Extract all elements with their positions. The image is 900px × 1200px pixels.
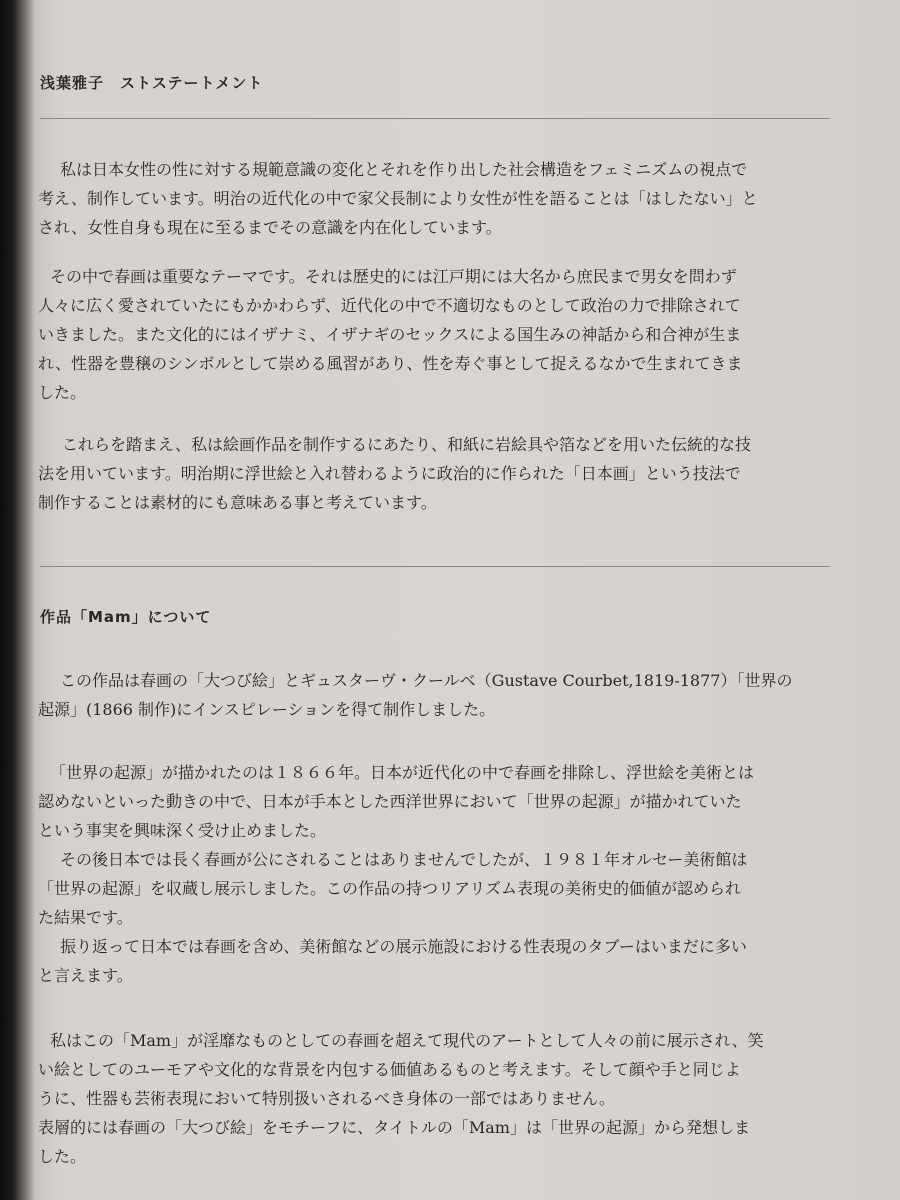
text-line: れ、性器を豊穣のシンボルとして崇める風習があり、性を寿ぐ事として捉えるなかで生まれてきま (38, 354, 743, 373)
text-line: 「世界の起源」を収蔵し展示しました。この作品の持つリアリズム表現の美術史的価値が認められ (38, 879, 742, 898)
text-line: 表層的には春画の「大つび絵」をモチーフに、タイトルの「Mam」は「世界の起源」から発想しま (38, 1118, 750, 1137)
statement-paragraph-2 (38, 262, 838, 407)
text-line: これらを踏まえ、私は絵画作品を制作するにあたり、和紙に岩絵具や箔などを用いた伝統的な技 (62, 435, 751, 454)
text-line: 「世界の起源」が描かれたのは１８６６年。日本が近代化の中で春画を排除し、浮世絵を美術とは (50, 763, 755, 782)
text-line: 考え、制作しています。明治の近代化の中で家父長制により女性が性を語ることは「はしたない」と (38, 189, 758, 208)
text-line: という事実を興味深く受け止めました。 (38, 821, 327, 840)
text-line: いきました。また文化的にはイザナミ、イザナギのセックスによる国生みの神話から和合神が生ま (38, 325, 742, 344)
work-heading: 作品「Mam」について (40, 608, 212, 626)
text-line: うに、性器も芸術表現において特別扱いされるべき身体の一部ではありません。 (38, 1089, 615, 1108)
text-line: この作品は春画の「大つび絵」とギュスターヴ・クールベ（Gustave Courbet,1819-1877）「世界の (60, 671, 793, 690)
text-line: その中で春画は重要なテーマです。それは歴史的には江戸期には大名から庶民まで男女を問わず (50, 267, 737, 286)
text-line: 私はこの「Mam」が淫靡なものとしての春画を超えて現代のアートとして人々の前に展示され、笑 (50, 1031, 764, 1050)
text-line: 認めないといった動きの中で、日本が手本とした西洋世界において「世界の起源」が描かれていた (38, 792, 742, 811)
divider (40, 118, 830, 119)
binding-shadow (0, 0, 36, 1200)
text-line: 法を用いています。明治期に浮世絵と入れ替わるように政治的に作られた「日本画」という技法で (38, 464, 741, 483)
text-line: と言えます。 (38, 966, 133, 985)
text-line: 起源」(1866 制作)にインスピレーションを得て制作しました。 (38, 700, 496, 719)
work-paragraph-2 (38, 758, 838, 990)
text-line: した。 (38, 1147, 87, 1166)
work-paragraph-3 (38, 1026, 838, 1171)
work-paragraph-1 (38, 666, 838, 724)
text-line: 人々に広く愛されていたにもかかわらず、近代化の中で不適切なものとして政治の力で排除されて (38, 296, 741, 315)
statement-heading: 浅葉雅子 ストステートメント (40, 74, 264, 92)
text-line: 振り返って日本では春画を含め、美術館などの展示施設における性表現のタブーはいまだに多い (60, 937, 747, 956)
statement-paragraph-3 (38, 430, 838, 517)
text-line: 制作することは素材的にも意味ある事と考えています。 (38, 493, 437, 512)
text-line: その後日本では長く春画が公にされることはありませんでしたが、１９８１年オルセー美術館は (60, 850, 748, 869)
text-line: 私は日本女性の性に対する規範意識の変化とそれを作り出した社会構造をフェミニズムの視点で (60, 160, 748, 179)
text-line: した。 (38, 383, 87, 402)
divider (40, 566, 830, 567)
text-line: され、女性自身も現在に至るまでその意識を内在化しています。 (38, 218, 502, 237)
statement-paragraph-1 (38, 155, 838, 242)
text-line: た結果です。 (38, 908, 133, 927)
text-line: い絵としてのユーモアや文化的な背景を内包する価値あるものと考えます。そして顔や手と同じよ (38, 1060, 741, 1079)
